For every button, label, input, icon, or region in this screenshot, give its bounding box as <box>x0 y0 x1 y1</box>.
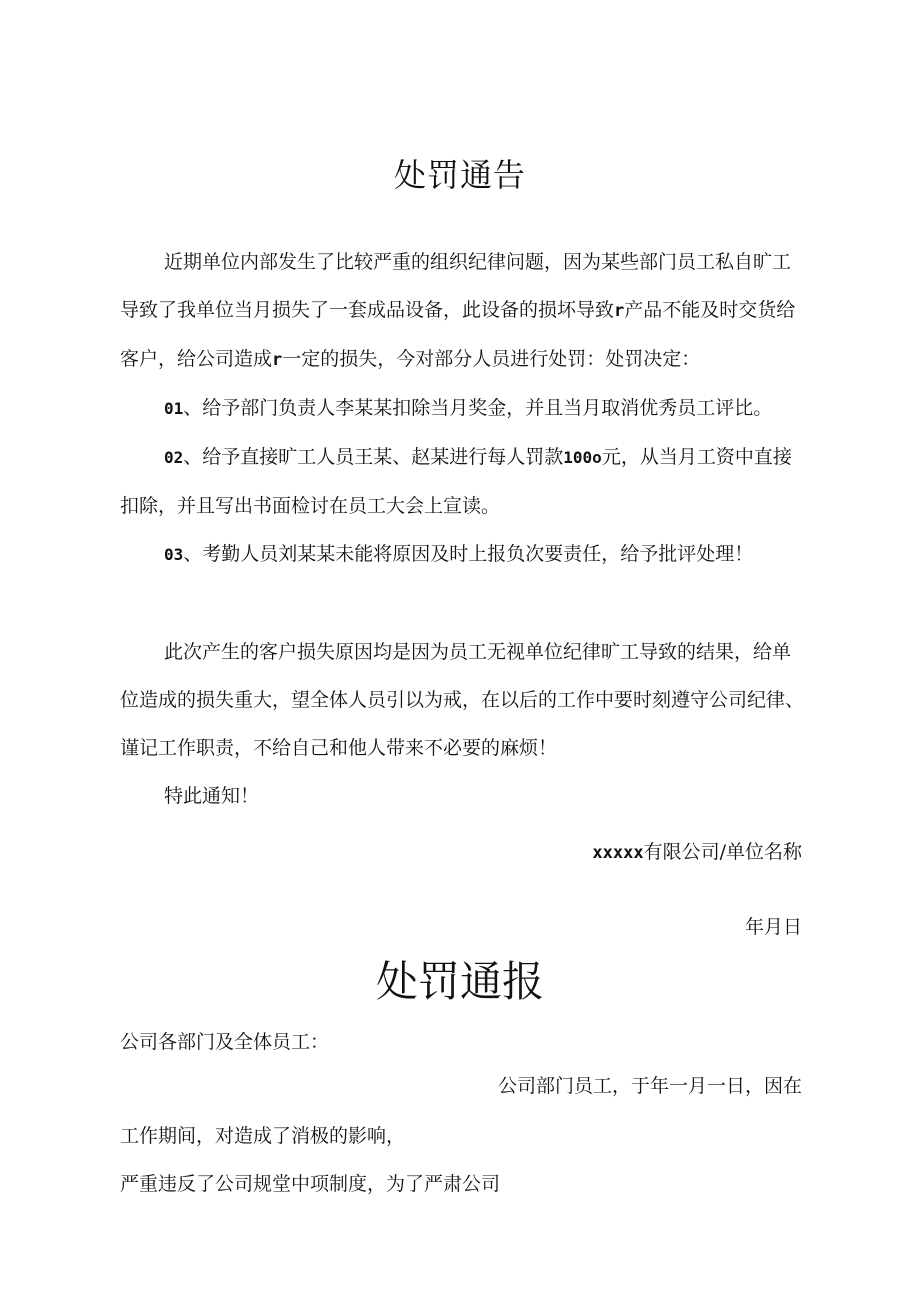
decision-item-1 <box>120 384 805 433</box>
decision-item-text: 、给予部门负责人李某某扣除当月奖金，并且当月取消优秀员工评比。 <box>183 397 773 419</box>
fine-amount: 100o <box>563 448 602 467</box>
decision-item-text: 、考勤人员刘某某未能将原因及时上报负次要责任，给予批评处理！ <box>183 543 754 565</box>
report-line-3: 严重违反了公司规堂中项制度，为了严肃公司 <box>120 1173 501 1195</box>
notice-date: 年月日 <box>744 916 802 938</box>
report-salutation: 公司各部门及全体员工： <box>120 1031 330 1053</box>
company-signature <box>592 828 802 877</box>
report-line-2: 工作期间，对造成了消极的影响， <box>120 1125 406 1147</box>
decision-item-number: 02 <box>164 448 184 467</box>
notice-intro-text: 近期单位内部发生了比较严重的组织纪律问题，因为某些部门员工私自旷工导致了我单位当月损失了一套成品设备，此设备的损坏导致 <box>120 251 792 321</box>
report-title: 处罚通报 <box>375 957 544 1006</box>
notice-conclusion-block <box>120 628 805 820</box>
decision-item-3 <box>120 530 805 579</box>
decision-item-number: 01 <box>164 399 184 418</box>
notice-intro-r1: r <box>614 301 625 321</box>
decision-item-text-cont: 元，从当月工资中直接扣除，并且写出书面检讨在员工大会上宣读。 <box>120 446 792 517</box>
decision-item-number: 03 <box>164 545 184 564</box>
notice-title: 处罚通告 <box>393 156 526 194</box>
notice-conclusion: 此次产生的客户损失原因均是因为员工无视单位纪律旷工导致的结果，给单位造成的损失重大，望全体人员引以为戒，在以后的工作中要时刻遵守公司纪律、谨记工作职责，不给自己和他人带来不必要的麻烦！ <box>120 641 805 759</box>
notice-body <box>120 238 805 579</box>
notice-intro-end: 一定的损失，今对部分人员进行处罚：处罚决定： <box>282 348 701 370</box>
decision-item-text: 、给予直接旷工人员王某、赵某进行每人罚款 <box>183 446 564 468</box>
decision-item-2 <box>120 433 805 530</box>
notice-closing: 特此通知！ <box>164 785 260 807</box>
report-line-1: 公司部门员工，于年一月一日，因在 <box>497 1075 802 1097</box>
notice-intro-r2: r <box>272 350 283 370</box>
company-placeholder: xxxxx <box>592 843 644 863</box>
notice-intro-mid: 产品不能及时交货给客户，给公司造成 <box>120 299 796 370</box>
notice-intro-paragraph <box>120 238 805 384</box>
company-name-suffix: 有限公司/单位名称 <box>643 841 802 863</box>
